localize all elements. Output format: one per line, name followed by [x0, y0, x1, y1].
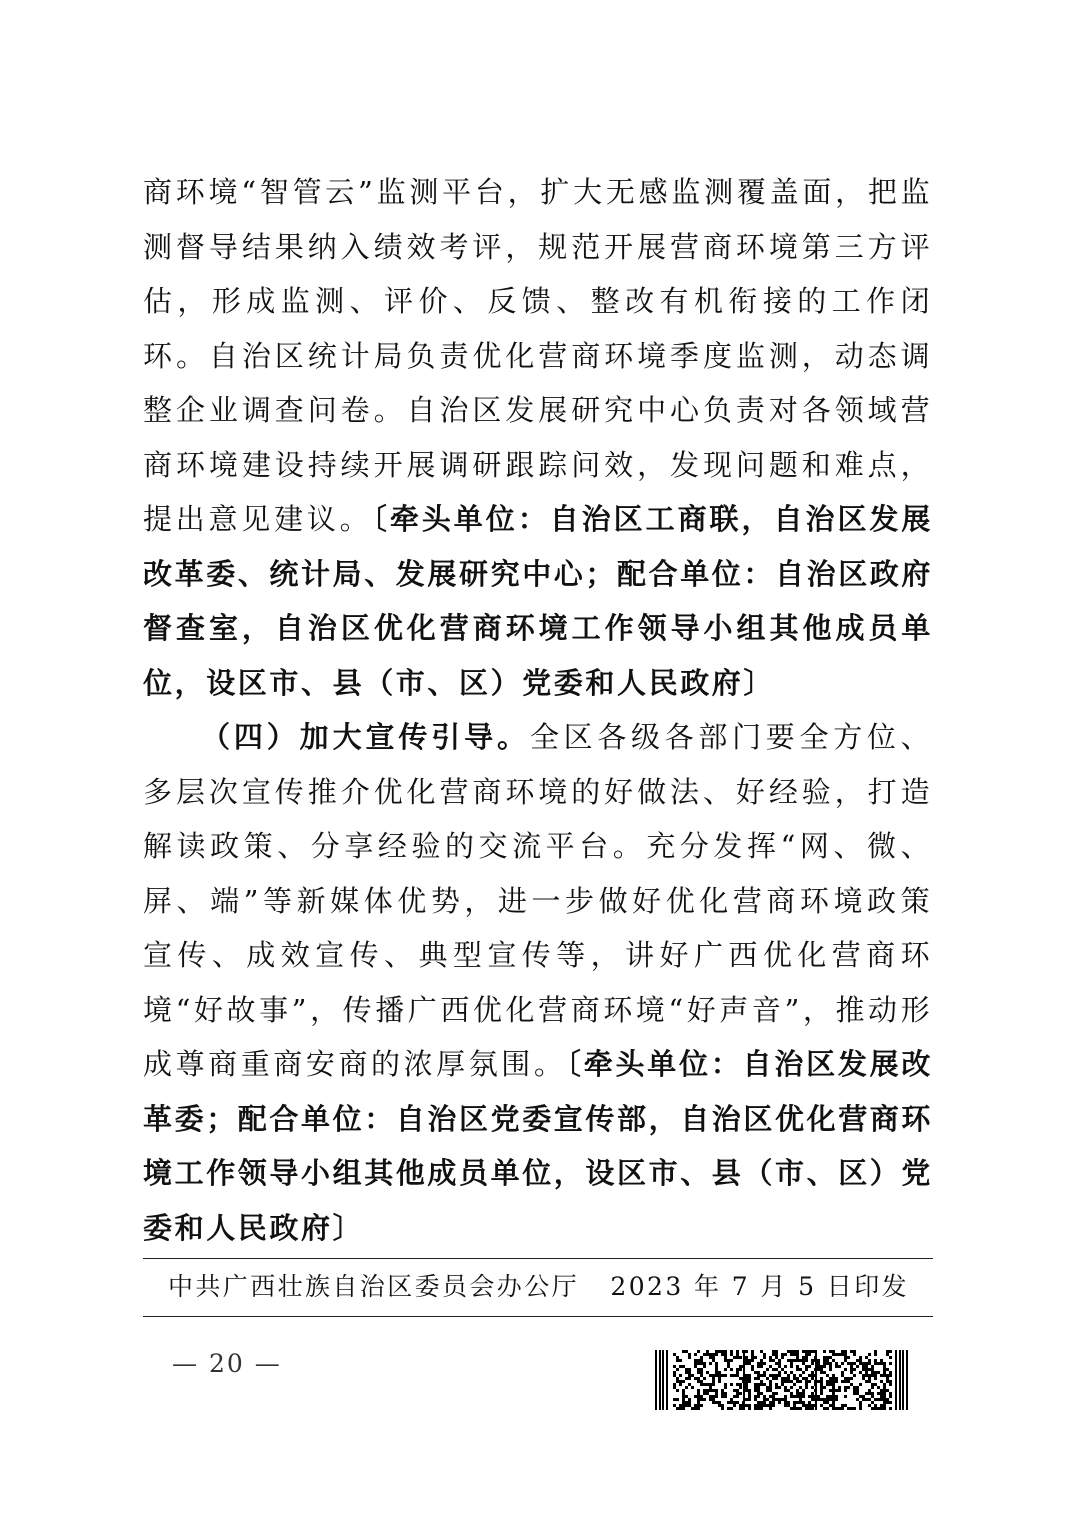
- footer-bottom-rule: [143, 1316, 933, 1317]
- paragraph-publicity: [143, 710, 933, 1255]
- body-text: [143, 165, 933, 1255]
- paragraph-monitoring-text: 商环境“智管云”监测平台，扩大无感监测覆盖面，把监测督导结果纳入绩效考评，规范开展营商环境第三方评估，形成监测、评价、反馈、整改有机衔接的工作闭环。自治区统计局负责优化营商环境季度监测，动态调整企业调查问卷。自治区发展研究中心负责对各领域营商环境建设持续开展调研跟踪问效，发现问题和难点，提出意见建议。: [143, 175, 933, 536]
- footer-print-date: 2023 年 7 月 5 日印发: [610, 1272, 909, 1301]
- paragraph-publicity-heading: （四）加大宣传引导。: [201, 720, 530, 754]
- paragraph-publicity-text: 全区各级各部门要全方位、多层次宣传推介优化营商环境的好做法、好经验，打造解读政策、分享经验的交流平台。充分发挥“网、微、屏、端”等新媒体优势，进一步做好优化营商环境政策宣传、成效宣传、典型宣传等，讲好广西优化营商环境“好故事”，传播广西优化营商环境“好声音”，推动形成尊商重商安商的浓厚氛围。: [143, 720, 933, 1081]
- paragraph-publicity-responsible-units: 〔牵头单位：自治区发展改革委；配合单位：自治区党委宣传部，自治区优化营商环境工作领导小组其他成员单位，设区市、县（市、区）党委和人民政府〕: [143, 1047, 934, 1245]
- footer-top-rule: [143, 1258, 933, 1259]
- paragraph-monitoring: [143, 165, 933, 710]
- barcode-image: [655, 1350, 910, 1410]
- page-number: — 20 —: [172, 1349, 282, 1378]
- footer-issuer: 中共广西壮族自治区委员会办公厅: [168, 1272, 580, 1301]
- paragraph-monitoring-responsible-units: 〔牵头单位：自治区工商联，自治区发展改革委、统计局、发展研究中心；配合单位：自治区政府督查室，自治区优化营商环境工作领导小组其他成员单位，设区市、县（市、区）党委和人民政府〕: [143, 502, 934, 700]
